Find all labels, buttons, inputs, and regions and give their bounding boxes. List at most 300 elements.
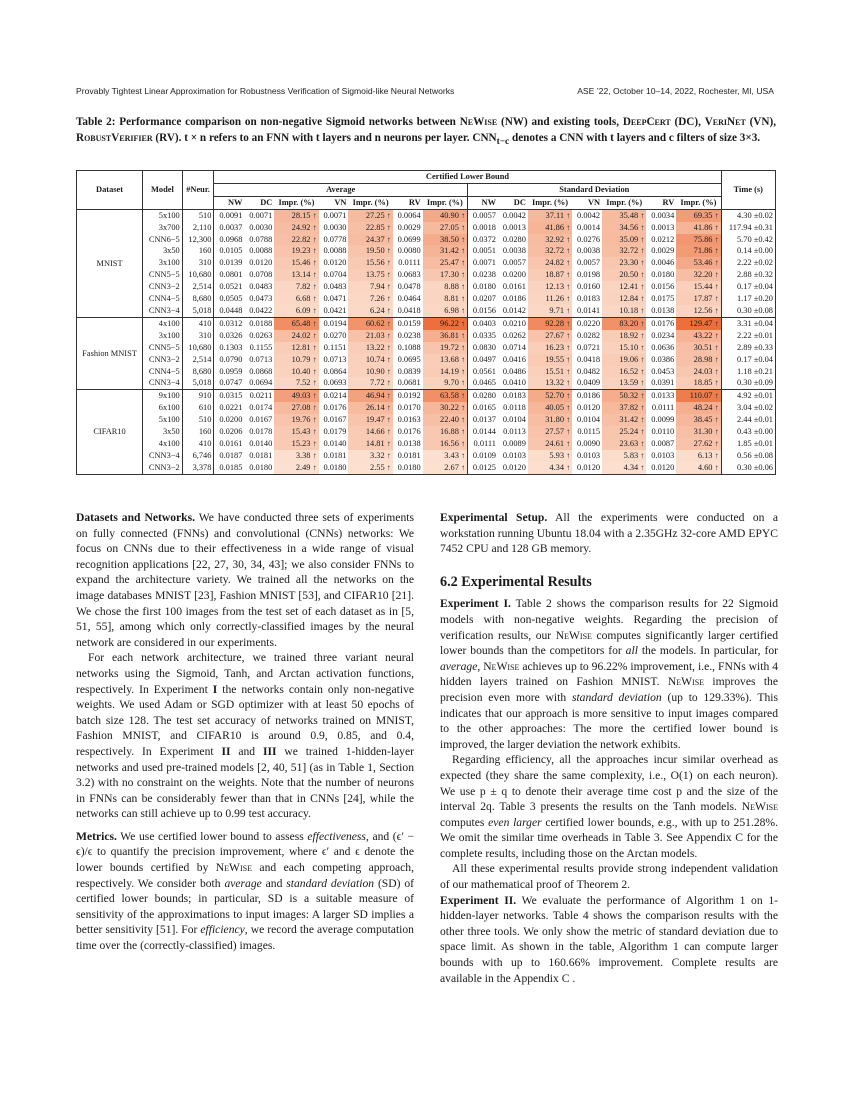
improvement-value: 92.28 <box>545 318 565 328</box>
up-arrow-icon: ↑ <box>714 415 719 425</box>
bound-cell: 0.0137 <box>472 415 496 425</box>
up-arrow-icon: ↑ <box>566 270 571 280</box>
caption-subscript: t−c <box>496 136 510 147</box>
improvement-cell <box>676 402 721 414</box>
bound-cell: 0.0409 <box>572 377 602 389</box>
improvement-value: 14.66 <box>365 427 385 437</box>
up-arrow-icon: ↑ <box>566 282 571 292</box>
improvement-cell <box>528 438 572 450</box>
up-arrow-icon: ↑ <box>714 366 719 376</box>
bound-cell: 0.0186 <box>572 390 602 402</box>
bound-cell: 0.0220 <box>572 317 602 329</box>
neurons-cell: 8,680 <box>182 366 214 378</box>
up-arrow-icon: ↑ <box>640 391 645 401</box>
improvement-cell <box>676 293 721 305</box>
bound-cell: 0.0180 <box>319 462 349 474</box>
bound-cell: 0.0120 <box>249 258 273 268</box>
improvement-value: 24.03 <box>693 366 713 376</box>
improvement-cell <box>348 330 392 342</box>
up-arrow-icon: ↑ <box>460 366 465 376</box>
improvement-value: 7.26 <box>370 294 385 304</box>
improvement-cell <box>676 390 721 402</box>
model-cell: CNN5−5 <box>143 269 183 281</box>
improvement-cell <box>602 438 646 450</box>
improvement-value: 25.47 <box>440 258 459 268</box>
bound-cell: 0.0180 <box>651 270 675 280</box>
bound-cell: 0.0505 <box>219 294 243 304</box>
bound-cell: 0.0165 <box>472 403 496 413</box>
paragraph-validation <box>440 861 778 892</box>
time-cell: 1.18 ±0.21 <box>721 366 775 378</box>
up-arrow-icon: ↑ <box>566 438 571 448</box>
subheader-cell: NW <box>227 197 243 207</box>
improvement-cell <box>602 426 646 438</box>
improvement-cell <box>348 342 392 354</box>
bound-cell: 0.0089 <box>502 438 526 448</box>
bound-cell: 0.0181 <box>397 450 421 460</box>
bound-cell: 0.0473 <box>249 294 273 304</box>
time-cell: 0.30 ±0.06 <box>721 462 775 474</box>
time-cell: 0.30 ±0.08 <box>721 305 775 317</box>
bound-cell: 0.0482 <box>577 366 601 376</box>
up-arrow-icon: ↑ <box>640 354 645 364</box>
bound-cell: 0.1303 <box>219 342 243 352</box>
improvement-cell <box>602 269 646 281</box>
bound-cell: 0.0167 <box>249 415 273 425</box>
bound-cell: 0.0521 <box>219 282 243 292</box>
bound-cell: 0.0144 <box>472 427 496 437</box>
up-arrow-icon: ↑ <box>714 246 719 256</box>
improvement-value: 23.63 <box>619 438 639 448</box>
improvement-cell <box>274 366 318 378</box>
improvement-value: 16.23 <box>545 342 565 352</box>
bound-cell: 0.0721 <box>577 342 601 352</box>
improvement-cell <box>602 354 646 366</box>
bound-cell: 0.0030 <box>249 222 273 232</box>
up-arrow-icon: ↑ <box>312 234 317 244</box>
table-row <box>77 414 776 426</box>
improvement-cell <box>602 234 646 246</box>
improvement-cell <box>274 305 318 317</box>
bound-cell: 0.0042 <box>498 209 528 221</box>
bound-cell: 0.0372 <box>472 234 496 244</box>
improvement-value: 11.26 <box>545 294 565 304</box>
bound-cell: 0.0176 <box>646 317 676 329</box>
up-arrow-icon: ↑ <box>386 378 391 388</box>
up-arrow-icon: ↑ <box>460 403 465 413</box>
bound-cell: 0.0422 <box>244 305 274 317</box>
subheader-cell: DC <box>260 197 273 207</box>
tool-newise: NeWise <box>741 800 778 814</box>
improvement-cell <box>348 293 392 305</box>
improvement-cell <box>423 354 468 366</box>
improvement-cell <box>602 222 646 234</box>
bound-cell: 0.0080 <box>397 246 421 256</box>
up-arrow-icon: ↑ <box>312 282 317 292</box>
bound-cell: 0.0483 <box>249 282 273 292</box>
up-arrow-icon: ↑ <box>312 450 317 460</box>
improvement-cell <box>423 390 468 402</box>
model-cell: 5x100 <box>143 209 183 221</box>
improvement-value: 32.92 <box>545 234 565 244</box>
improvement-cell <box>528 426 572 438</box>
paragraph-text: We evaluate the performance of Algorithm 1 on 1-hidden-layer networks. Table 4 shows the comparison results with the other three tools. We only show the metric of standard deviation due to space limit. As shown in the table, Algorithm 1 can compute larger bounds with up to 160.66% improvement. Complete results are available in the Appendix C . <box>440 893 778 985</box>
table-row <box>77 342 776 354</box>
up-arrow-icon: ↑ <box>566 305 571 315</box>
time-cell: 0.30 ±0.09 <box>721 377 775 389</box>
table-row <box>77 390 776 402</box>
improvement-value: 65.48 <box>291 318 311 328</box>
up-arrow-icon: ↑ <box>460 378 465 388</box>
neurons-cell: 5,018 <box>182 377 214 389</box>
improvement-cell <box>528 245 572 257</box>
bound-cell: 0.0120 <box>577 403 601 413</box>
bound-cell: 0.0175 <box>651 294 675 304</box>
improvement-cell <box>423 234 468 246</box>
bound-cell: 0.0186 <box>502 294 526 304</box>
improvement-value: 13.22 <box>365 342 385 352</box>
bound-cell: 0.0064 <box>393 209 423 221</box>
subheader-cell: RV <box>408 197 421 207</box>
paragraph-metrics <box>76 829 414 954</box>
improvement-value: 16.56 <box>440 438 459 448</box>
improvement-cell <box>676 377 721 389</box>
improvement-value: 28.98 <box>693 354 713 364</box>
subheader-cell: RV <box>662 197 675 207</box>
improvement-cell <box>423 281 468 293</box>
improvement-cell <box>423 414 468 426</box>
bound-cell: 0.0263 <box>249 330 273 340</box>
improvement-value: 7.72 <box>370 378 385 388</box>
up-arrow-icon: ↑ <box>386 342 391 352</box>
paragraph-experiment-2 <box>440 893 778 987</box>
improvement-cell <box>676 234 721 246</box>
improvement-cell <box>676 257 721 269</box>
bound-cell: 0.0194 <box>319 317 349 329</box>
improvement-cell <box>676 269 721 281</box>
bound-cell: 0.0051 <box>472 246 496 256</box>
improvement-value: 27.05 <box>440 222 459 232</box>
table-row <box>77 377 776 389</box>
improvement-value: 10.18 <box>619 305 639 315</box>
bound-cell: 0.0099 <box>651 415 675 425</box>
model-cell: 6x100 <box>143 402 183 414</box>
up-arrow-icon: ↑ <box>640 234 645 244</box>
bound-cell: 0.0187 <box>219 450 243 460</box>
up-arrow-icon: ↑ <box>566 246 571 256</box>
model-cell: CNN3−4 <box>143 450 183 462</box>
improvement-cell <box>274 450 318 462</box>
bound-cell: 0.0714 <box>502 342 526 352</box>
improvement-cell <box>348 257 392 269</box>
bound-cell: 0.0105 <box>219 246 243 256</box>
improvement-value: 12.84 <box>619 294 639 304</box>
caption-tool-robustverifier: RobustVerifier <box>76 131 153 144</box>
table-row <box>77 438 776 450</box>
neurons-cell: 8,680 <box>182 293 214 305</box>
improvement-value: 7.82 <box>295 282 311 292</box>
table-row <box>77 293 776 305</box>
bound-cell: 0.0029 <box>651 246 675 256</box>
improvement-value: 6.13 <box>697 450 713 460</box>
model-cell: 4x100 <box>143 317 183 329</box>
bound-cell: 0.0868 <box>249 366 273 376</box>
time-cell: 2.89 ±0.33 <box>721 342 775 354</box>
paragraph-text: computes <box>440 815 489 829</box>
bound-cell: 0.0071 <box>319 209 349 221</box>
improvement-cell <box>274 281 318 293</box>
subheader-cell: Impr. (%) <box>532 197 568 207</box>
improvement-value: 63.58 <box>440 391 459 401</box>
paragraph-text: the networks contain only non-negative weights. We used Adam or SGD optimizer with at least 50 epochs of batch size 128. The test set accuracy of networks trained on MNIST, Fashion MNIST, and CIFAR10 is around 0.9, 0.85, and 0.4, respectively. In Experiment <box>76 682 415 758</box>
improvement-cell <box>348 317 392 329</box>
bound-cell: 0.0185 <box>214 462 244 474</box>
improvement-cell <box>274 330 318 342</box>
improvement-cell <box>676 245 721 257</box>
up-arrow-icon: ↑ <box>386 282 391 292</box>
up-arrow-icon: ↑ <box>386 234 391 244</box>
paragraph-text: (SD) of certified lower bounds; in particular, SD is a suitable measure of sensitivity of the approximations to input images: A larger SD implies a better sensitivity [51]. For <box>76 876 415 937</box>
table-row <box>77 462 776 474</box>
time-cell: 1.17 ±0.20 <box>721 293 775 305</box>
tool-newise: NeWise <box>667 675 705 689</box>
table-row <box>77 426 776 438</box>
bound-cell: 0.0176 <box>323 403 347 413</box>
up-arrow-icon: ↑ <box>714 222 719 232</box>
header-dataset: Dataset <box>77 171 143 210</box>
paragraph-text: , <box>477 659 484 673</box>
subheader-cell: VN <box>334 197 347 207</box>
dataset-cell: MNIST <box>77 209 143 317</box>
table-row <box>77 330 776 342</box>
up-arrow-icon: ↑ <box>640 305 645 315</box>
improvement-value: 13.32 <box>545 378 565 388</box>
up-arrow-icon: ↑ <box>566 330 571 340</box>
paragraph-text: improves the precision even more with <box>440 675 778 704</box>
improvement-value: 27.25 <box>365 210 385 220</box>
improvement-cell <box>528 462 572 474</box>
up-arrow-icon: ↑ <box>714 378 719 388</box>
table-body <box>77 209 776 474</box>
improvement-cell <box>528 281 572 293</box>
bound-cell: 0.0713 <box>323 354 347 364</box>
improvement-value: 12.56 <box>693 305 713 315</box>
improvement-value: 27.08 <box>291 403 311 413</box>
bound-cell: 0.0212 <box>651 234 675 244</box>
up-arrow-icon: ↑ <box>386 415 391 425</box>
improvement-cell <box>348 209 392 221</box>
up-arrow-icon: ↑ <box>312 427 317 437</box>
bound-cell: 0.0161 <box>219 438 243 448</box>
up-arrow-icon: ↑ <box>566 342 571 352</box>
improvement-cell <box>602 245 646 257</box>
up-arrow-icon: ↑ <box>640 294 645 304</box>
improvement-cell <box>274 438 318 450</box>
improvement-value: 46.94 <box>365 391 385 401</box>
improvement-value: 129.47 <box>689 318 713 328</box>
improvement-value: 19.47 <box>365 415 385 425</box>
bound-cell: 0.0418 <box>577 354 601 364</box>
improvement-value: 19.50 <box>365 246 385 256</box>
improvement-value: 18.92 <box>619 330 639 340</box>
bound-cell: 0.0704 <box>323 270 347 280</box>
improvement-value: 17.87 <box>693 294 713 304</box>
improvement-cell <box>676 222 721 234</box>
up-arrow-icon: ↑ <box>460 222 465 232</box>
neurons-cell: 3,378 <box>182 462 214 474</box>
up-arrow-icon: ↑ <box>460 391 465 401</box>
bound-cell: 0.0111 <box>473 438 496 448</box>
bound-cell: 0.0180 <box>393 462 423 474</box>
neurons-cell: 2,514 <box>182 281 214 293</box>
bound-cell: 0.0801 <box>219 270 243 280</box>
bound-cell: 0.0088 <box>323 246 347 256</box>
time-cell: 2.22 ±0.01 <box>721 330 775 342</box>
bound-cell: 0.0088 <box>249 246 273 256</box>
improvement-cell <box>274 222 318 234</box>
improvement-value: 96.22 <box>440 318 459 328</box>
improvement-cell <box>274 257 318 269</box>
improvement-cell <box>602 209 646 221</box>
paragraph-text: (up to 129.33%). This indicates that our approach is more sensitive to input images compared to the other approaches: The more the certified lower bound is improved, the larger deviation the network exhibits. <box>440 690 778 751</box>
improvement-value: 14.81 <box>365 438 385 448</box>
time-cell: 0.17 ±0.04 <box>721 354 775 366</box>
bound-cell: 0.0042 <box>572 209 602 221</box>
bound-cell: 0.0103 <box>577 450 601 460</box>
improvement-cell <box>348 366 392 378</box>
up-arrow-icon: ↑ <box>640 318 645 328</box>
bound-cell: 0.0788 <box>249 234 273 244</box>
improvement-cell <box>274 390 318 402</box>
bound-cell: 0.0180 <box>472 282 496 292</box>
improvement-cell <box>423 377 468 389</box>
improvement-cell <box>528 354 572 366</box>
bound-cell: 0.0959 <box>219 366 243 376</box>
improvement-cell <box>528 269 572 281</box>
up-arrow-icon: ↑ <box>386 258 391 268</box>
improvement-cell <box>676 462 721 474</box>
improvement-value: 8.81 <box>444 294 459 304</box>
up-arrow-icon: ↑ <box>312 462 317 472</box>
improvement-value: 32.72 <box>619 246 639 256</box>
bound-cell: 0.0037 <box>219 222 243 232</box>
bound-cell: 0.0138 <box>646 305 676 317</box>
left-column <box>76 510 414 954</box>
paragraph-text: , and (ϵ′ − ϵ)/ϵ to quantify the precision improvement, where ϵ′ and ϵ denote the lower bounds certified by <box>76 829 414 875</box>
neurons-cell: 6,746 <box>182 450 214 462</box>
improvement-cell <box>676 366 721 378</box>
model-cell: CNN6−5 <box>143 234 183 246</box>
bound-cell: 0.0125 <box>467 462 497 474</box>
improvement-cell <box>602 402 646 414</box>
improvement-cell <box>348 281 392 293</box>
experiment-ref: II <box>221 744 231 758</box>
improvement-cell <box>528 222 572 234</box>
up-arrow-icon: ↑ <box>566 366 571 376</box>
up-arrow-icon: ↑ <box>386 450 391 460</box>
up-arrow-icon: ↑ <box>714 391 719 401</box>
improvement-cell <box>423 222 468 234</box>
improvement-value: 13.14 <box>291 270 311 280</box>
up-arrow-icon: ↑ <box>460 318 465 328</box>
subheader-cell: Impr. (%) <box>278 197 315 207</box>
bound-cell: 0.0234 <box>651 330 675 340</box>
neurons-cell: 10,680 <box>182 342 214 354</box>
improvement-cell <box>602 462 646 474</box>
improvement-cell <box>423 450 468 462</box>
up-arrow-icon: ↑ <box>386 305 391 315</box>
bound-cell: 0.0109 <box>472 450 496 460</box>
improvement-cell <box>528 234 572 246</box>
improvement-cell <box>274 402 318 414</box>
bound-cell: 0.0030 <box>323 222 347 232</box>
paragraph-text: we trained 1-hidden-layer networks and used pre-trained models [2, 40, 51] (as in Table 1, Section 3.2) with no constraint on the weights. Note that the number of neurons in FNNs can be considerably fewer than that in CNNs [24], while the networks can still achieve up to 0.99 test accuracy. <box>76 744 414 821</box>
bound-cell: 0.0839 <box>397 366 421 376</box>
improvement-cell <box>348 402 392 414</box>
improvement-cell <box>348 390 392 402</box>
subheader-cell: VN <box>587 197 601 207</box>
bound-cell: 0.0421 <box>319 305 349 317</box>
improvement-cell <box>423 209 468 221</box>
bound-cell: 0.0386 <box>651 354 675 364</box>
bound-cell: 0.0091 <box>214 209 244 221</box>
bound-cell: 0.0179 <box>323 427 347 437</box>
bound-cell: 0.0057 <box>502 258 526 268</box>
model-cell: 3x700 <box>143 222 183 234</box>
improvement-cell <box>528 317 572 329</box>
up-arrow-icon: ↑ <box>312 330 317 340</box>
up-arrow-icon: ↑ <box>312 403 317 413</box>
improvement-cell <box>676 414 721 426</box>
bound-cell: 0.0418 <box>393 305 423 317</box>
subheader-cell: Impr. (%) <box>352 197 389 207</box>
improvement-value: 6.09 <box>295 305 311 315</box>
up-arrow-icon: ↑ <box>714 342 719 352</box>
up-arrow-icon: ↑ <box>386 222 391 232</box>
bound-cell: 0.0192 <box>393 390 423 402</box>
improvement-cell <box>274 293 318 305</box>
bound-cell: 0.0057 <box>467 209 497 221</box>
bound-cell: 0.0694 <box>244 377 274 389</box>
up-arrow-icon: ↑ <box>566 462 571 472</box>
improvement-value: 31.80 <box>545 415 565 425</box>
improvement-cell <box>348 462 392 474</box>
up-arrow-icon: ↑ <box>312 318 317 328</box>
improvement-cell <box>528 293 572 305</box>
bound-cell: 0.0038 <box>577 246 601 256</box>
emphasis: average <box>440 659 478 673</box>
neurons-cell: 10,680 <box>182 269 214 281</box>
up-arrow-icon: ↑ <box>386 246 391 256</box>
up-arrow-icon: ↑ <box>312 210 317 220</box>
up-arrow-icon: ↑ <box>460 342 465 352</box>
improvement-value: 10.90 <box>365 366 385 376</box>
bound-cell: 0.0113 <box>503 427 526 437</box>
bound-cell: 0.0163 <box>397 415 421 425</box>
bound-cell: 0.0029 <box>397 222 421 232</box>
improvement-value: 38.50 <box>440 234 459 244</box>
bound-cell: 0.0183 <box>498 390 528 402</box>
improvement-cell <box>274 462 318 474</box>
paragraph-text: We have conducted three sets of experiments on fully connected (FNNs) and convolutional (CNNs) networks: We focus on CNNs due to their effectiveness in a wide range of visual recognition applications [22, 27, 30, 34, 43]; we also consider FNNs to expand the architecture variety. We trained all the networks on the image databases MNIST [23], Fashion MNIST [53], and CIFAR10 [21]. We chose the first 100 images from the test set of each dataset as in [5, 51, 55], among which only correctly-classified images by the neural network are considered in our experiments. <box>76 511 414 649</box>
table-caption <box>76 115 776 150</box>
time-cell: 4.30 ±0.02 <box>721 209 775 221</box>
improvement-value: 8.88 <box>444 282 459 292</box>
bound-cell: 0.0038 <box>502 246 526 256</box>
up-arrow-icon: ↑ <box>566 210 571 220</box>
improvement-cell <box>274 269 318 281</box>
time-cell: 1.85 ±0.01 <box>721 438 775 450</box>
